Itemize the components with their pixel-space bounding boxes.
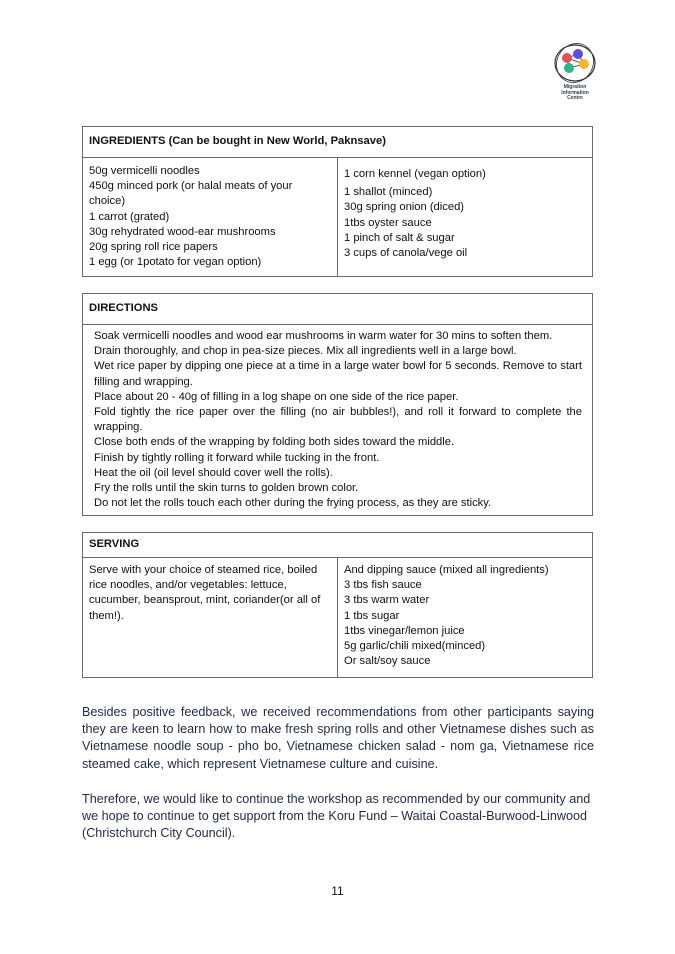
feedback-paragraph: Besides positive feedback, we received recommendations from other participants saying they are keen to learn how to make fresh spring rolls and other Vietnamese dishes such as Vietnamese noodle soup - pho bo, Vietnamese chicken salad - nom ga, Vietnamese rice steamed cake, which represent Vietnamese culture and cuisine. — [82, 704, 594, 771]
logo-caption-line: Centre — [567, 95, 583, 101]
ingredient-item: 1 pinch of salt & sugar — [344, 231, 455, 244]
directions-header: DIRECTIONS — [83, 294, 593, 325]
sauce-item: 1tbs vinegar/lemon juice — [344, 624, 465, 637]
migration-information-centre-logo — [552, 42, 598, 104]
serving-table — [82, 532, 593, 678]
ingredients-table — [82, 126, 593, 277]
continuation-paragraph: Therefore, we would like to continue the workshop as recommended by our community and we hope to continue to get support from the Koru Fund – Waitai Coastal-Burwood-Linwood (Christchurch City Council). — [82, 791, 591, 841]
direction-step: Heat the oil (oil level should cover well the rolls). — [94, 466, 333, 479]
directions-body — [83, 325, 593, 516]
direction-step: Place about 20 - 40g of filling in a log shape on one side of the rice paper. — [94, 390, 459, 403]
ingredient-item: 3 cups of canola/vege oil — [344, 247, 468, 260]
direction-step: Drain thoroughly, and chop in pea-size pieces. Mix all ingredients well in a large bowl. — [94, 345, 517, 358]
ingredient-item: 20g spring roll rice papers — [89, 241, 218, 254]
ingredient-item: 1 corn kennel (vegan option) — [344, 168, 486, 180]
direction-step: Soak vermicelli noodles and wood ear mushrooms in warm water for 30 mins to soften them. — [94, 330, 553, 342]
sauce-item: Or salt/soy sauce — [344, 655, 431, 668]
direction-step: Fold tightly the rice paper over the filling (no air bubbles!), and roll it forward to complete the wrapping. — [94, 406, 582, 434]
direction-step: Fry the rolls until the skin turns to golden brown color. — [94, 482, 359, 495]
ingredient-item: 1 egg (or 1potato for vegan option) — [89, 256, 262, 269]
serving-header: SERVING — [83, 533, 593, 558]
page-number: 11 — [331, 884, 344, 898]
ingredients-left-column — [83, 158, 338, 277]
directions-table — [82, 293, 593, 516]
ingredients-header: INGREDIENTS (Can be bought in New World, Paknsave) — [83, 127, 593, 158]
direction-step: Close both ends of the wrapping by folding both sides toward the middle. — [94, 436, 455, 449]
ingredient-item: 30g spring onion (diced) — [344, 201, 465, 214]
dipping-sauce-column — [338, 558, 593, 678]
logo-caption-line: Migration — [563, 84, 587, 90]
ingredients-right-column — [338, 158, 593, 277]
direction-step: Finish by tightly rolling it forward while tucking in the front. — [94, 451, 380, 464]
sauce-item: 3 tbs warm water — [344, 594, 430, 607]
ingredient-item: choice) — [89, 195, 126, 208]
serving-suggestion: Serve with your choice of steamed rice, boiled rice noodles, and/or vegetables: lettuce, cucumber, beansprout, mint, coriander(or all of them!). — [83, 558, 338, 678]
ingredient-item: 1 carrot (grated) — [89, 210, 170, 223]
ingredient-item: 50g vermicelli noodles — [89, 165, 200, 177]
ingredient-item: 1tbs oyster sauce — [344, 216, 432, 229]
sauce-item: 5g garlic/chili mixed(minced) — [344, 640, 486, 653]
sauce-item: And dipping sauce (mixed all ingredients) — [344, 564, 549, 576]
sauce-item: 1 tbs sugar — [344, 609, 400, 622]
network-logo-icon — [552, 42, 598, 84]
direction-step: Wet rice paper by dipping one piece at a time in a large water bowl for 5 seconds. Remove to start filling and wrapping. — [94, 360, 582, 388]
sauce-item: 3 tbs fish sauce — [344, 579, 422, 592]
ingredient-item: 1 shallot (minced) — [344, 186, 433, 199]
logo-caption-line: Information — [561, 89, 589, 96]
direction-step: Do not let the rolls touch each other during the frying process, as they are sticky. — [94, 497, 492, 510]
ingredient-item: 450g minced pork (or halal meats of your — [89, 180, 293, 193]
ingredient-item: 30g rehydrated wood-ear mushrooms — [89, 225, 276, 238]
